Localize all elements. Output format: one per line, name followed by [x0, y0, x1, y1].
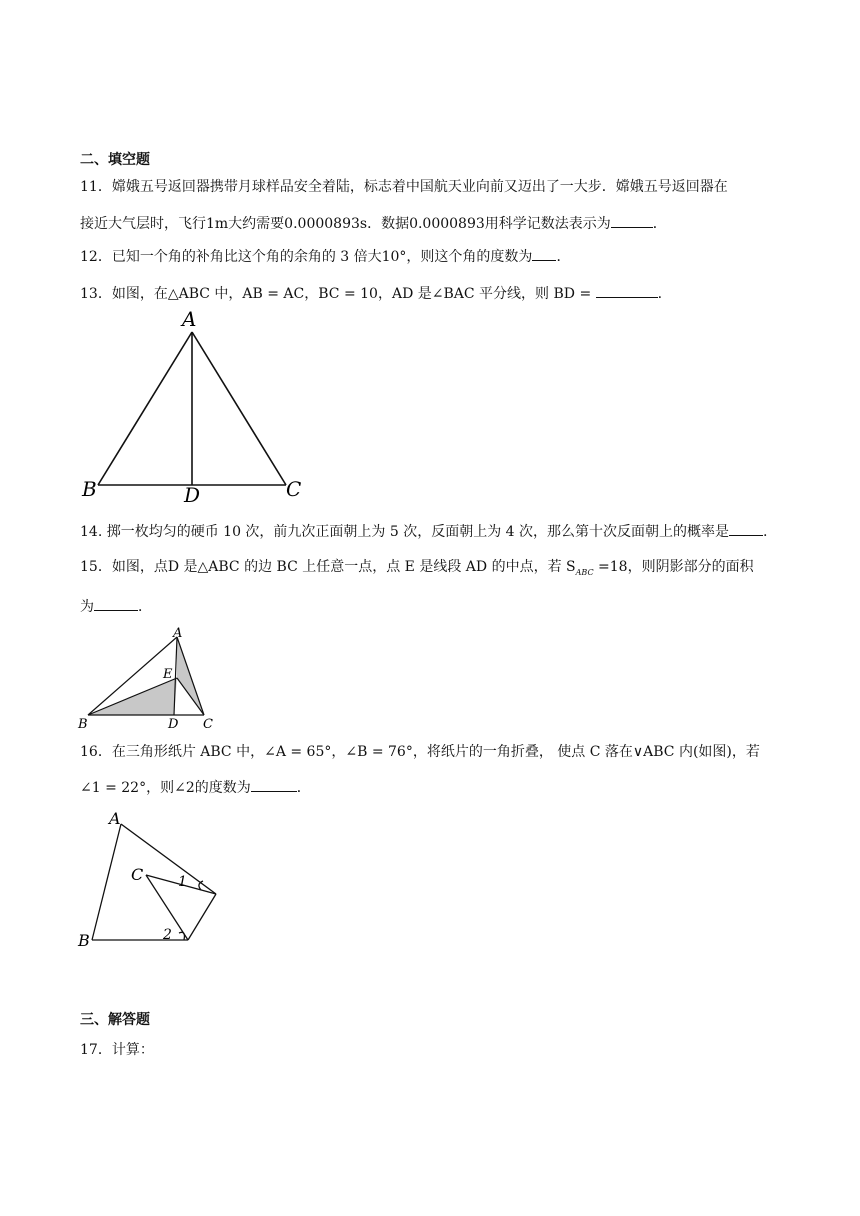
area-subscript: ABC: [575, 567, 594, 577]
label-a: A: [109, 809, 121, 828]
answer-blank-11[interactable]: [611, 213, 653, 228]
question-15-line-1: [80, 557, 754, 583]
label-c: C: [203, 717, 213, 732]
answer-blank-14[interactable]: [729, 521, 763, 536]
question-14: [80, 521, 768, 542]
question-11-end: ．: [652, 216, 667, 232]
question-12-text: 12．已知一个角的补角比这个角的余角的 3 倍大10°，则这个角的度数为: [80, 249, 533, 265]
question-11-line-2: [80, 213, 667, 234]
label-d: D: [168, 717, 179, 732]
question-12: [80, 246, 570, 267]
question-16-text: ∠1 = 22°，则∠2的度数为: [80, 780, 251, 796]
question-15-line-2: [80, 596, 152, 617]
label-c: C: [131, 865, 144, 884]
question-16-line-2: [80, 777, 311, 798]
figure-folded-triangle-16: [76, 808, 236, 958]
question-13: [80, 283, 662, 304]
label-c: C: [286, 477, 302, 501]
label-b: B: [82, 477, 97, 501]
question-11-line-1: 11．嫦娥五号返回器携带月球样品安全着陆，标志着中国航天业向前又迈出了一大步．嫦娥五号返回器在: [80, 179, 728, 195]
section-heading-solutions: 三、解答题: [80, 1012, 150, 1028]
question-15-text-b: =18，则阴影部分的面积: [593, 559, 754, 575]
question-11-text: 接近大气层时，飞行1m大约需要0.0000893s．数据0.0000893用科学记数法表示为: [80, 216, 611, 232]
label-d: D: [184, 483, 201, 507]
section-heading-fill-in: 二、填空题: [80, 152, 150, 168]
label-b: B: [78, 931, 90, 950]
angle-2-label: 2: [163, 927, 172, 943]
label-e: E: [163, 667, 173, 682]
question-14-end: .: [763, 524, 768, 540]
question-16-line-1: 16．在三角形纸片 ABC 中，∠A = 65°，∠B = 76°，将纸片的一角折叠， 使点 C 落在∨ABC 内(如图)，若: [80, 744, 760, 760]
figure-triangle-abc-13: [78, 308, 318, 508]
answer-blank-12[interactable]: [532, 246, 556, 261]
question-12-end: ．: [556, 249, 571, 265]
angle-1-label: 1: [178, 874, 187, 890]
answer-blank-13[interactable]: [596, 283, 658, 298]
question-16-end: ．: [296, 780, 311, 796]
question-13-end: .: [657, 286, 663, 302]
question-15-text-a: 15．如图，点D 是△ABC 的边 BC 上任意一点，点 E 是线段 AD 的中点，若 S: [80, 559, 576, 575]
question-13-text: 13．如图，在△ABC 中，AB = AC，BC = 10，AD 是∠BAC 平分线，则 BD =: [80, 286, 592, 302]
question-15-text-c: 为: [80, 599, 94, 615]
figure-triangle-15: [78, 622, 228, 732]
label-a: A: [173, 626, 183, 641]
answer-blank-16[interactable]: [251, 777, 297, 792]
question-15-end: ．: [138, 599, 152, 615]
label-a: A: [182, 307, 197, 331]
question-17: 17．计算：: [80, 1042, 154, 1058]
question-14-text: 14. 掷一枚均匀的硬币 10 次，前九次正面朝上为 5 次，反面朝上为 4 次，那么第十次反面朝上的概率是: [80, 524, 730, 540]
label-b: B: [78, 717, 88, 732]
answer-blank-15[interactable]: [94, 596, 138, 611]
